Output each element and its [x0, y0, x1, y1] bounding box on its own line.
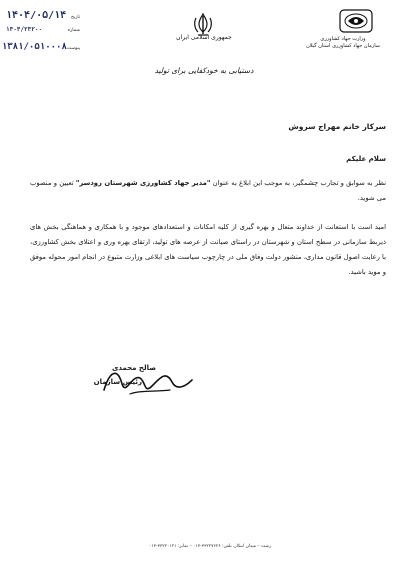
letter-heading: دستیابی به خودکفایی برای تولید	[154, 66, 254, 75]
letter-body	[30, 122, 386, 294]
addressee: سرکار خانم مهراج سروش	[288, 122, 386, 131]
handwritten-signature	[100, 360, 196, 400]
number-label: شماره	[67, 28, 80, 33]
number-field	[6, 26, 80, 40]
attachment-value: ۱۳۸۱/۰۵۱۰۰۰۸	[1, 42, 67, 52]
ministry-name	[298, 36, 388, 50]
p1-end: تعیین و منصوب می شوید.	[30, 179, 386, 202]
footer-address: رشت – میدان ابتکار، تلفن: ۳۳۲۲۷۶۲۶-۰۱۳ – نمابر: ۳۳۲۲۰۱۲۱-۰۱۳	[148, 544, 272, 549]
greeting: سلام علیکم	[346, 155, 386, 163]
date-field	[6, 10, 80, 24]
wishes-paragraph: امید است با استعانت از خداوند متعال و بهره گیری از کلیه امکانات و استعدادهای موجود و با همکاری و هماهنگی بخش های ذیربط سازمانی در سطح استان و شهرستان در راستای صیانت از عرصه های تولید، ارتقای بهره وری و اعتلای بخش کشاورزی، با رعایت اصول قانون مداری، منشور دولت وفاق ملی در چارچوب سیاست های ابلاغی وزارت متبوع در انجام امور محوله موفق و موید باشید.	[30, 223, 386, 276]
ministry-line-2: سازمان جهاد کشاورزی استان گیلان	[306, 43, 380, 49]
date-label: تاریخ	[71, 15, 80, 20]
appointment-paragraph	[30, 176, 386, 206]
p1-start: نظر به سوابق و تجارب چشمگیر، به موجب این ابلاغ به عنوان	[210, 179, 386, 187]
position-title: "مدیر جهاد کشاورزی شهرستان رودسر"	[75, 179, 211, 187]
attachment-label: پیوست	[66, 46, 80, 51]
ministry-logo-icon	[339, 9, 373, 33]
date-value: ۱۴۰۴/۰۵/۱۴	[6, 10, 67, 21]
number-value: ۱۴۰۴/۲۴۲۰۰	[6, 26, 43, 33]
letter-meta	[1, 10, 80, 58]
republic-name: جمهوری اسلامی ایران	[176, 34, 232, 41]
signer-title: رئیس سازمان	[93, 378, 142, 386]
attachment-field	[1, 42, 80, 56]
signer-name: صالح محمدی	[111, 364, 156, 372]
ministry-line-1: وزارت جهاد کشاورزی	[320, 36, 366, 42]
